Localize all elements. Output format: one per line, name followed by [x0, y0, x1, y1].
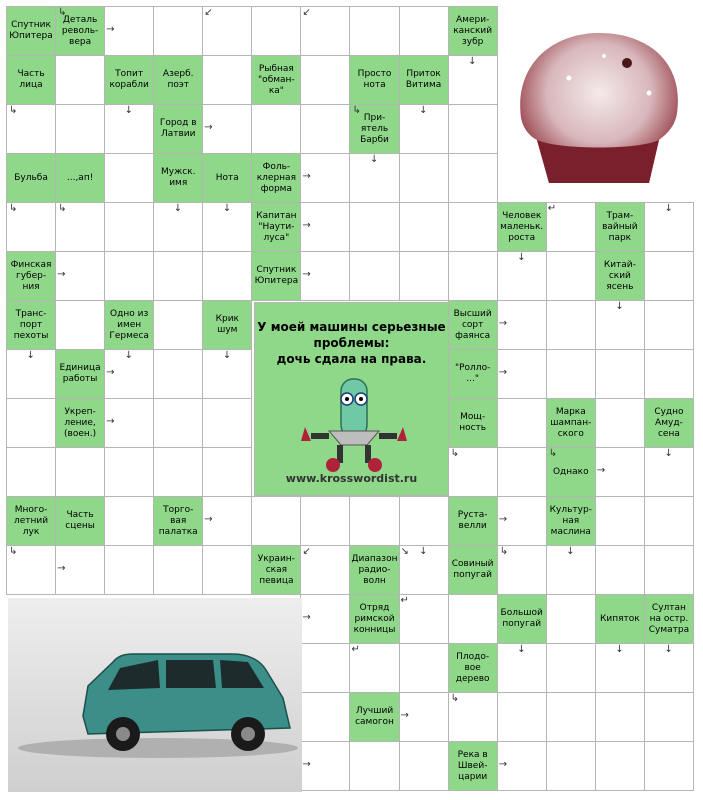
answer-cell[interactable]	[644, 741, 694, 791]
answer-cell[interactable]	[251, 496, 301, 546]
answer-cell[interactable]	[153, 545, 203, 595]
answer-cell[interactable]	[448, 202, 498, 252]
arrow-corner-icon: ↙	[302, 7, 311, 18]
banner-joke	[254, 302, 449, 496]
answer-cell[interactable]	[251, 6, 301, 56]
answer-cell[interactable]	[104, 251, 154, 301]
arrow-right-icon: →	[498, 513, 508, 525]
answer-cell[interactable]	[399, 202, 449, 252]
arrow-right-icon: →	[302, 758, 311, 770]
clue-cell: Город в Латвии	[153, 104, 203, 154]
arrow-down-icon: ↓	[566, 546, 575, 557]
clue-cell: Бульба	[6, 153, 56, 203]
clue-cell: Укреп- ление, (воен.)	[55, 398, 105, 448]
answer-cell[interactable]	[448, 594, 498, 644]
arrow-corner-icon: ↙	[302, 546, 311, 557]
clue-cell: Топит корабли	[104, 55, 154, 105]
answer-cell[interactable]	[153, 251, 203, 301]
answer-cell[interactable]	[546, 300, 596, 350]
answer-cell[interactable]	[202, 447, 252, 497]
answer-cell[interactable]	[644, 251, 694, 301]
clue-cell: Азерб. поэт	[153, 55, 203, 105]
clue-cell: ...,ап!	[55, 153, 105, 203]
clue-cell: Деталь револь- вера	[55, 6, 105, 56]
answer-cell[interactable]	[300, 496, 350, 546]
banner-url[interactable]: www.krosswordist.ru	[285, 472, 418, 485]
answer-cell[interactable]	[399, 6, 449, 56]
answer-cell[interactable]	[55, 300, 105, 350]
clue-cell: Торго- вая палатка	[153, 496, 203, 546]
answer-cell[interactable]	[349, 202, 399, 252]
answer-cell[interactable]	[153, 398, 203, 448]
answer-cell[interactable]	[399, 153, 449, 203]
answer-cell[interactable]	[104, 545, 154, 595]
answer-cell[interactable]	[546, 643, 596, 693]
arrow-down-icon: ↓	[124, 350, 134, 361]
arrow-down-icon: ↓	[468, 56, 477, 67]
clue-cell: Крик шум	[202, 300, 252, 350]
arrow-right-icon: →	[498, 758, 508, 770]
answer-cell[interactable]	[55, 55, 105, 105]
arrow-right-icon: →	[106, 23, 115, 35]
clue-cell: Однако	[546, 447, 596, 497]
answer-cell[interactable]	[349, 741, 399, 791]
arrow-down-icon: ↓	[664, 203, 673, 214]
clue-cell: Совиный попугай	[448, 545, 498, 595]
clue-cell: Украин- ская певица	[251, 545, 301, 595]
clue-cell: Финская губер- ния	[6, 251, 56, 301]
clue-cell: Приток Витима	[399, 55, 449, 105]
answer-cell[interactable]	[349, 496, 399, 546]
answer-cell[interactable]	[6, 447, 56, 497]
clue-cell: Судно Амуд- сена	[644, 398, 694, 448]
clue-cell: Нота	[202, 153, 252, 203]
arrow-corner-left-icon: ↵	[351, 644, 360, 655]
answer-cell[interactable]	[104, 153, 154, 203]
clue-cell: Спутник Юпитера	[6, 6, 56, 56]
clue-cell: Марка шампан- ского	[546, 398, 596, 448]
answer-cell[interactable]	[399, 741, 449, 791]
answer-cell[interactable]	[202, 55, 252, 105]
arrow-down-icon: ↓	[173, 203, 183, 214]
answer-cell[interactable]	[202, 398, 252, 448]
clue-cell: Отряд римской конницы	[349, 594, 399, 644]
answer-cell[interactable]	[300, 55, 350, 105]
arrow-down-right-icon: ↳	[9, 203, 18, 214]
arrow-right-icon: →	[498, 317, 508, 329]
arrow-right-icon: →	[498, 366, 508, 378]
answer-cell[interactable]	[6, 398, 56, 448]
arrow-corner-left-icon: ↵	[400, 595, 409, 606]
clue-cell: Река в Швей- царии	[448, 741, 498, 791]
answer-cell[interactable]	[153, 349, 203, 399]
answer-cell[interactable]	[300, 104, 350, 154]
arrow-down-icon: ↓	[419, 105, 428, 116]
answer-cell[interactable]	[104, 496, 154, 546]
clue-cell: Китай- ский ясень	[595, 251, 645, 301]
clue-cell: При- ятель Барби	[349, 104, 399, 154]
arrow-corner-left-icon: ↵	[547, 203, 557, 214]
answer-cell[interactable]	[300, 643, 350, 693]
muffin-picture	[499, 8, 695, 202]
clue-cell: Много- летний лук	[6, 496, 56, 546]
clue-cell: Амери- канский зубр	[448, 6, 498, 56]
clue-cell: Капитан "Наути- луса"	[251, 202, 301, 252]
arrow-right-icon: →	[596, 464, 606, 476]
arrow-right-icon: →	[302, 170, 311, 182]
answer-cell[interactable]	[595, 545, 645, 595]
arrow-down-icon: ↓	[222, 350, 232, 361]
clue-cell: Кипяток	[595, 594, 645, 644]
arrow-right-icon: →	[302, 611, 311, 623]
clue-cell: Высший сорт фаянса	[448, 300, 498, 350]
arrow-down-icon: ↓	[517, 252, 526, 263]
answer-cell[interactable]	[644, 692, 694, 742]
arrow-right-icon: →	[106, 415, 115, 427]
answer-cell[interactable]	[55, 447, 105, 497]
clue-cell: Часть сцены	[55, 496, 105, 546]
arrow-down-icon: ↓	[664, 644, 673, 655]
answer-cell[interactable]	[448, 104, 498, 154]
arrow-down-right-icon: ↳	[352, 105, 361, 116]
answer-cell[interactable]	[595, 398, 645, 448]
clue-cell: Большой попугай	[497, 594, 547, 644]
answer-cell[interactable]	[153, 6, 203, 56]
arrow-down-icon: ↓	[370, 154, 379, 165]
arrow-right-icon: →	[400, 709, 409, 721]
arrow-down-right-icon: ↳	[9, 546, 18, 557]
arrow-corner-right-icon: ↘	[400, 546, 409, 557]
arrow-down-right-icon: ↳	[450, 448, 460, 459]
answer-cell[interactable]	[546, 692, 596, 742]
answer-cell[interactable]	[153, 300, 203, 350]
answer-cell[interactable]	[399, 643, 449, 693]
answer-cell[interactable]	[202, 251, 252, 301]
clue-cell: Руста- велли	[448, 496, 498, 546]
answer-cell[interactable]	[399, 251, 449, 301]
arrow-right-icon: →	[57, 268, 66, 280]
arrow-down-icon: ↓	[615, 644, 624, 655]
answer-cell[interactable]	[349, 6, 399, 56]
answer-cell[interactable]	[349, 251, 399, 301]
clue-cell: Мужск. имя	[153, 153, 203, 203]
arrow-right-icon: →	[204, 121, 213, 133]
arrow-down-icon: ↓	[124, 105, 134, 116]
answer-cell[interactable]	[55, 104, 105, 154]
clue-cell: Фоль- клерная форма	[251, 153, 301, 203]
answer-cell[interactable]	[595, 496, 645, 546]
clue-cell: Транс- порт пехоты	[6, 300, 56, 350]
clue-cell: Спутник Юпитера	[251, 251, 301, 301]
clue-cell: "Ролло- ..."	[448, 349, 498, 399]
clue-cell: Человек маленьк. роста	[497, 202, 547, 252]
answer-cell[interactable]	[595, 349, 645, 399]
arrow-down-right-icon: ↳	[450, 693, 460, 704]
arrow-down-icon: ↓	[615, 301, 624, 312]
answer-cell[interactable]	[251, 104, 301, 154]
clue-cell: Просто нота	[349, 55, 399, 105]
arrow-down-right-icon: ↳	[499, 546, 509, 557]
answer-cell[interactable]	[595, 692, 645, 742]
clue-cell: Рыбная "обман- ка"	[251, 55, 301, 105]
arrow-right-icon: →	[57, 562, 66, 574]
arrow-down-icon: ↓	[664, 448, 673, 459]
answer-cell[interactable]	[644, 349, 694, 399]
answer-cell[interactable]	[497, 447, 547, 497]
clue-cell: Часть лица	[6, 55, 56, 105]
answer-cell[interactable]	[546, 594, 596, 644]
arrow-right-icon: →	[106, 366, 115, 378]
arrow-down-icon: ↓	[517, 644, 526, 655]
arrow-down-right-icon: ↳	[548, 448, 558, 459]
answer-cell[interactable]	[546, 349, 596, 399]
answer-cell[interactable]	[546, 251, 596, 301]
answer-cell[interactable]	[153, 447, 203, 497]
answer-cell[interactable]	[104, 202, 154, 252]
answer-cell[interactable]	[644, 545, 694, 595]
answer-cell[interactable]	[202, 545, 252, 595]
arrow-right-icon: →	[302, 219, 311, 231]
answer-cell[interactable]	[497, 398, 547, 448]
robot-mascot-icon	[283, 369, 423, 479]
arrow-right-icon: →	[302, 268, 311, 280]
arrow-right-icon: →	[204, 513, 213, 525]
clue-cell: Одно из имен Гермеса	[104, 300, 154, 350]
arrow-down-right-icon: ↳	[9, 105, 18, 116]
clue-cell: Трам- вайный парк	[595, 202, 645, 252]
clue-cell: Мощ- ность	[448, 398, 498, 448]
arrow-down-icon: ↓	[419, 546, 428, 557]
banner-text: У моей машины серьезные проблемы: дочь сдала на права.	[257, 320, 446, 366]
arrow-corner-icon: ↙	[204, 7, 213, 18]
answer-cell[interactable]	[497, 692, 547, 742]
answer-cell[interactable]	[644, 300, 694, 350]
car-picture	[8, 598, 302, 792]
arrow-down-right-icon: ↳	[58, 203, 67, 214]
answer-cell[interactable]	[300, 692, 350, 742]
clue-cell: Диапазон радио- волн	[349, 545, 399, 595]
answer-cell[interactable]	[644, 496, 694, 546]
answer-cell[interactable]	[595, 741, 645, 791]
arrow-down-icon: ↓	[222, 203, 232, 214]
answer-cell[interactable]	[546, 741, 596, 791]
answer-cell[interactable]	[448, 153, 498, 203]
clue-cell: Лучший самогон	[349, 692, 399, 742]
answer-cell[interactable]	[104, 447, 154, 497]
arrow-down-right-icon: ↳	[58, 7, 67, 18]
clue-cell: Культур- ная маслина	[546, 496, 596, 546]
arrow-down-icon: ↓	[26, 350, 35, 361]
answer-cell[interactable]	[399, 496, 449, 546]
clue-cell: Плодо- вое дерево	[448, 643, 498, 693]
answer-cell[interactable]	[448, 251, 498, 301]
clue-cell: Единица работы	[55, 349, 105, 399]
clue-cell: Султан на остр. Суматра	[644, 594, 694, 644]
